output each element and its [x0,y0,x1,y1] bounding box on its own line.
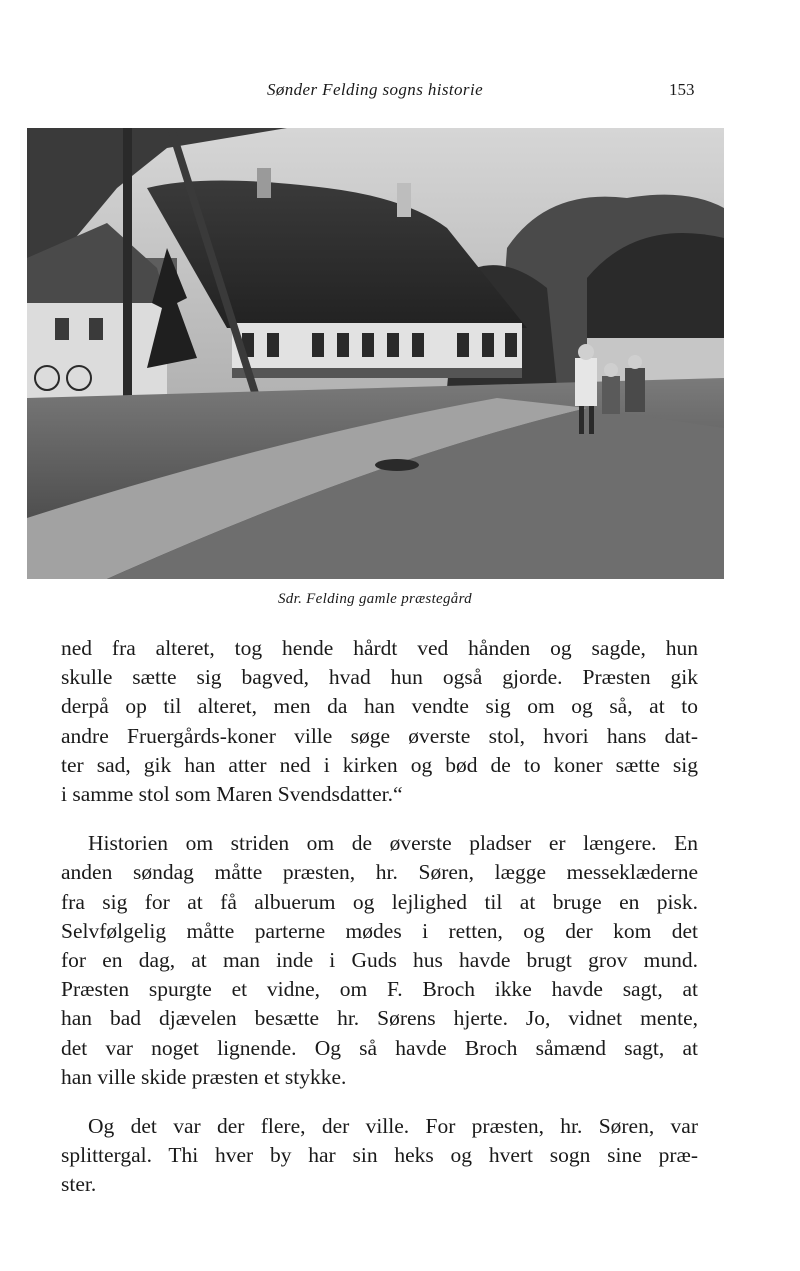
text-line: andre Fruergårds-koner ville søge øverste stol, hvori hans dat- [61,723,698,748]
text-line: ter sad, gik han atter ned i kirken og bød de to koner sætte sig [61,752,698,777]
body-text [61,634,698,1220]
text-line: ned fra alteret, tog hende hårdt ved hånden og sagde, hun [61,636,698,660]
text-line: Historien om striden om de øverste pladser er længere. En [88,831,698,856]
text-line: Selvfølgelig måtte parterne mødes i retten, og der kom det [61,918,698,943]
text-line: anden søndag måtte præsten, hr. Søren, lægge messeklæderne [61,860,698,885]
paragraph [61,829,698,1092]
text-line: ster. [61,1172,97,1197]
text-line: det var noget lignende. Og så havde Broch såmænd sagt, at [61,1035,698,1060]
text-line: derpå op til alteret, men da han vendte sig om og så, at to [61,694,698,719]
running-title: Sønder Felding sogns historie [266,80,484,99]
page-number: 153 [669,80,695,99]
photo-caption: Sdr. Felding gamle præstegård [278,591,472,607]
text-line: han bad djævelen besætte hr. Sørens hjerte. Jo, vidnet mente, [61,1006,698,1031]
text-line: Præsten spurgte et vidne, om F. Broch ikke havde sagt, at [61,977,698,1002]
text-line: fra sig for at få albuerum og lejlighed til at bruge en pisk. [61,889,698,914]
text-line: han ville skide præsten et stykke. [61,1064,347,1089]
running-head [0,80,800,104]
paragraph [61,634,698,809]
text-line: i samme stol som Maren Svendsdatter.“ [61,782,403,807]
text-line: Og det var der flere, der ville. For præsten, hr. Søren, var [88,1114,698,1139]
text-line: splittergal. Thi hver by har sin heks og hvert sogn sine præ- [61,1143,698,1168]
text-line: for en dag, at man inde i Guds hus havde brugt grov mund. [61,948,698,973]
parsonage-photo [27,128,724,579]
text-line: skulle sætte sig bagved, hvad hun også gjorde. Præsten gik [61,665,698,690]
paragraph [61,1112,698,1200]
